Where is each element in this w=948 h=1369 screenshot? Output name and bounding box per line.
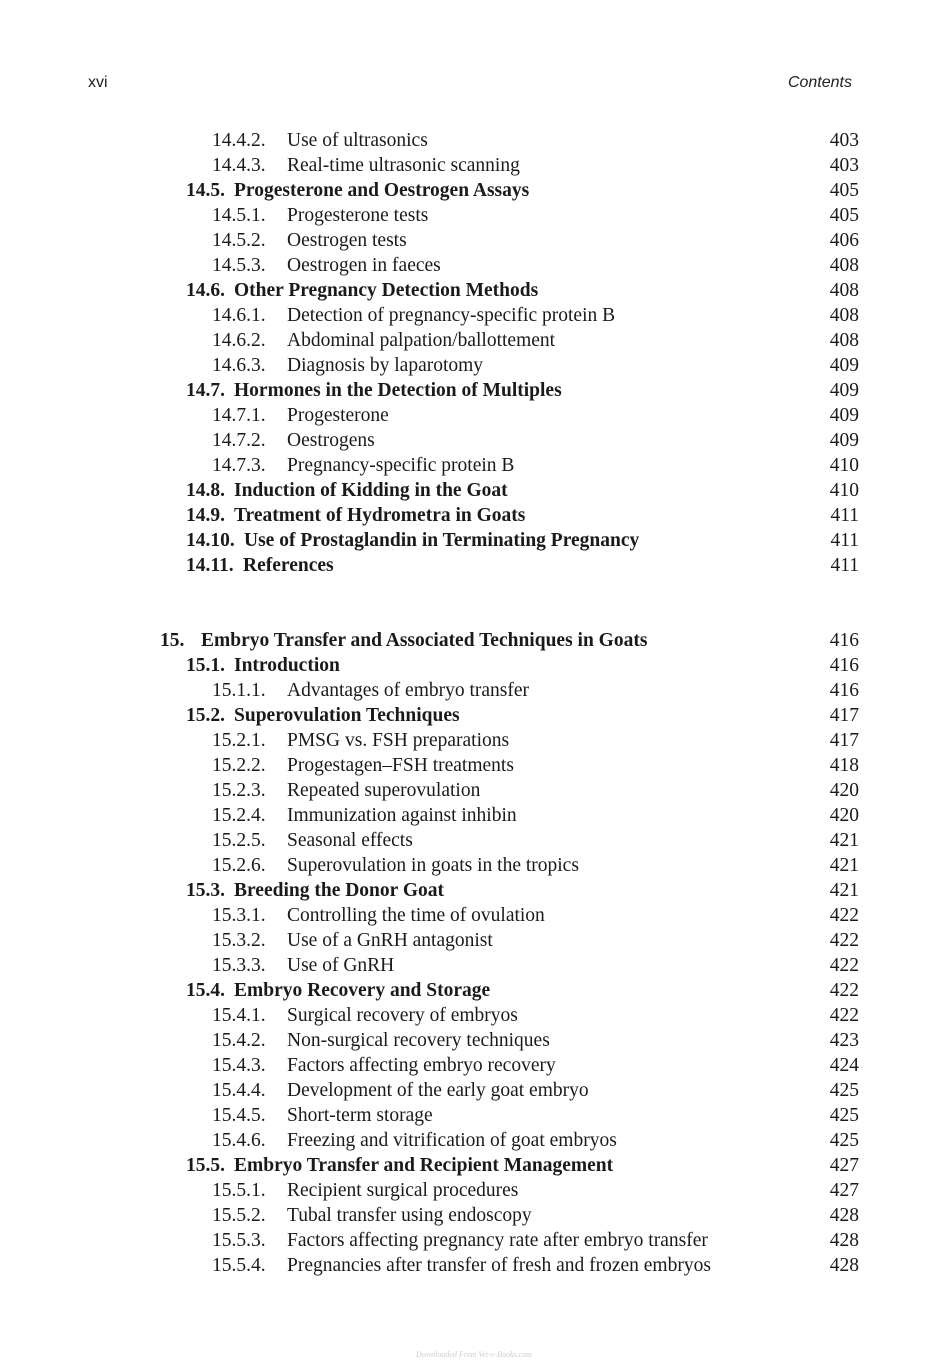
entry-number: 14.4.2.: [212, 130, 266, 151]
entry-number: 14.8.: [186, 480, 225, 501]
toc-subsection-entry[interactable]: [0, 1178, 948, 1203]
entry-number: 15.5.2.: [212, 1205, 266, 1226]
entry-number: 14.7.3.: [212, 455, 266, 476]
entry-number: 14.9.: [186, 505, 225, 526]
toc-subsection-entry[interactable]: [0, 128, 948, 153]
entry-number: 14.7.1.: [212, 405, 266, 426]
toc-subsection-entry[interactable]: [0, 853, 948, 878]
entry-page-number: 408: [829, 280, 859, 301]
entry-page-number: 421: [829, 880, 859, 901]
entry-page-number: 406: [829, 230, 859, 251]
toc-section-entry[interactable]: [0, 978, 948, 1003]
toc-subsection-entry[interactable]: [0, 753, 948, 778]
entry-title: PMSG vs. FSH preparations: [287, 730, 510, 751]
toc-subsection-entry[interactable]: [0, 1028, 948, 1053]
toc-subsection-entry[interactable]: [0, 1203, 948, 1228]
toc-subsection-entry[interactable]: [0, 1253, 948, 1278]
toc-subsection-entry[interactable]: [0, 153, 948, 178]
entry-page-number: 427: [829, 1155, 859, 1176]
entry-title: Factors affecting embryo recovery: [287, 1055, 556, 1076]
toc-section-entry[interactable]: [0, 178, 948, 203]
entry-number: 15.4.2.: [212, 1030, 266, 1051]
toc-section-entry[interactable]: [0, 878, 948, 903]
entry-number: 15.5.4.: [212, 1255, 266, 1276]
entry-page-number: 416: [829, 655, 859, 676]
toc-subsection-entry[interactable]: [0, 903, 948, 928]
entry-number: 15.4.6.: [212, 1130, 266, 1151]
toc-subsection-entry[interactable]: [0, 778, 948, 803]
entry-page-number: 425: [829, 1130, 859, 1151]
toc-subsection-entry[interactable]: [0, 253, 948, 278]
toc-subsection-entry[interactable]: [0, 228, 948, 253]
entry-page-number: 416: [829, 680, 859, 701]
entry-title: Controlling the time of ovulation: [287, 905, 545, 926]
toc-section-entry[interactable]: [0, 503, 948, 528]
entry-title: Progesterone and Oestrogen Assays: [234, 180, 530, 201]
toc-subsection-entry[interactable]: [0, 1228, 948, 1253]
entry-page-number: 423: [829, 1030, 859, 1051]
entry-page-number: 420: [829, 805, 859, 826]
entry-title: Real-time ultrasonic scanning: [287, 155, 520, 176]
entry-title: Repeated superovulation: [287, 780, 481, 801]
entry-number: 15.3.: [186, 880, 225, 901]
entry-page-number: 420: [829, 780, 859, 801]
entry-page-number: 422: [829, 955, 859, 976]
entry-number: 15.2.5.: [212, 830, 266, 851]
entry-number: 14.6.3.: [212, 355, 266, 376]
toc-subsection-entry[interactable]: [0, 803, 948, 828]
entry-title: Abdominal palpation/ballottement: [287, 330, 556, 351]
footer-watermark: Downloaded From Vet-e-Books.com: [416, 1350, 532, 1359]
entry-number: 15.5.: [186, 1155, 225, 1176]
entry-title: Use of a GnRH antagonist: [287, 930, 493, 951]
toc-subsection-entry[interactable]: [0, 953, 948, 978]
entry-page-number: 405: [829, 180, 859, 201]
entry-page-number: 425: [829, 1080, 859, 1101]
toc-subsection-entry[interactable]: [0, 203, 948, 228]
entry-title: Oestrogen tests: [287, 230, 407, 251]
entry-number: 14.6.: [186, 280, 225, 301]
running-title: Contents: [787, 74, 852, 91]
toc-subsection-entry[interactable]: [0, 678, 948, 703]
entry-number: 15.2.2.: [212, 755, 266, 776]
entry-title: Pregnancy-specific protein B: [287, 455, 515, 476]
entry-page-number: 421: [829, 855, 859, 876]
entry-number: 15.4.: [186, 980, 225, 1001]
entry-number: 15.2.6.: [212, 855, 266, 876]
toc-chapter-entry[interactable]: [0, 628, 948, 653]
entry-title: Pregnancies after transfer of fresh and frozen embryos: [287, 1255, 711, 1276]
entry-page-number: 416: [829, 630, 859, 651]
entry-title: Short-term storage: [287, 1105, 433, 1126]
entry-page-number: 421: [829, 830, 859, 851]
entry-page-number: 418: [829, 755, 859, 776]
toc-subsection-entry[interactable]: [0, 728, 948, 753]
toc-section-entry[interactable]: [0, 278, 948, 303]
entry-page-number: 403: [829, 155, 859, 176]
entry-page-number: 428: [829, 1230, 859, 1251]
entry-page-number: 422: [829, 930, 859, 951]
entry-page-number: 409: [829, 430, 859, 451]
entry-page-number: 408: [829, 255, 859, 276]
entry-title: Progesterone tests: [287, 205, 429, 226]
entry-title: Seasonal effects: [287, 830, 413, 851]
entry-title: Use of GnRH: [287, 955, 395, 976]
toc-subsection-entry[interactable]: [0, 1103, 948, 1128]
entry-number: 15.2.1.: [212, 730, 266, 751]
entry-number: 14.5.2.: [212, 230, 266, 251]
entry-page-number: 411: [830, 505, 859, 526]
entry-page-number: 428: [829, 1255, 859, 1276]
entry-number: 15.2.: [186, 705, 225, 726]
toc-subsection-entry[interactable]: [0, 403, 948, 428]
entry-title: Superovulation Techniques: [234, 705, 460, 726]
entry-number: 14.5.3.: [212, 255, 266, 276]
entry-title: Use of ultrasonics: [287, 130, 428, 151]
entry-page-number: 411: [830, 555, 859, 576]
entry-page-number: 428: [829, 1205, 859, 1226]
entry-number: 15.4.1.: [212, 1005, 266, 1026]
entry-number: 14.7.2.: [212, 430, 266, 451]
entry-title: Oestrogens: [287, 430, 375, 451]
entry-page-number: 409: [829, 380, 859, 401]
entry-title: Embryo Transfer and Associated Techniques in Goats: [201, 630, 648, 651]
entry-page-number: 409: [829, 355, 859, 376]
entry-page-number: 417: [829, 705, 859, 726]
entry-number: 14.10.: [186, 530, 235, 551]
entry-title: Progesterone: [287, 405, 389, 426]
toc-section-entry[interactable]: [0, 703, 948, 728]
entry-title: Use of Prostaglandin in Terminating Pregnancy: [244, 530, 640, 551]
toc-subsection-entry[interactable]: [0, 928, 948, 953]
entry-page-number: 424: [829, 1055, 859, 1076]
entry-number: 14.11.: [186, 555, 234, 576]
entry-number: 15.5.3.: [212, 1230, 266, 1251]
entry-number: 14.5.1.: [212, 205, 266, 226]
entry-page-number: 409: [829, 405, 859, 426]
entry-number: 14.6.2.: [212, 330, 266, 351]
entry-page-number: 408: [829, 305, 859, 326]
toc-subsection-entry[interactable]: [0, 828, 948, 853]
entry-title: Treatment of Hydrometra in Goats: [234, 505, 526, 526]
entry-number: 15.4.5.: [212, 1105, 266, 1126]
toc-section-entry[interactable]: [0, 378, 948, 403]
entry-title: Immunization against inhibin: [287, 805, 517, 826]
entry-number: 15.1.1.: [212, 680, 266, 701]
toc-subsection-entry[interactable]: [0, 353, 948, 378]
entry-title: Recipient surgical procedures: [287, 1180, 519, 1201]
entry-title: Detection of pregnancy-specific protein B: [287, 305, 616, 326]
toc-subsection-entry[interactable]: [0, 1128, 948, 1153]
entry-page-number: 422: [829, 905, 859, 926]
entry-number: 15.2.3.: [212, 780, 266, 801]
entry-title: Tubal transfer using endoscopy: [287, 1205, 532, 1226]
entry-page-number: 408: [829, 330, 859, 351]
entry-page-number: 422: [829, 980, 859, 1001]
entry-title: Progestagen–FSH treatments: [287, 755, 514, 776]
entry-title: Surgical recovery of embryos: [287, 1005, 518, 1026]
entry-title: Diagnosis by laparotomy: [287, 355, 484, 376]
entry-title: Breeding the Donor Goat: [234, 880, 444, 901]
entry-number: 14.5.: [186, 180, 225, 201]
entry-page-number: 417: [829, 730, 859, 751]
toc-subsection-entry[interactable]: [0, 1078, 948, 1103]
entry-page-number: 410: [829, 455, 859, 476]
entry-page-number: 410: [829, 480, 859, 501]
entry-title: Hormones in the Detection of Multiples: [234, 380, 562, 401]
entry-page-number: 411: [830, 530, 859, 551]
toc-section-entry[interactable]: [0, 1153, 948, 1178]
toc-section-entry[interactable]: [0, 653, 948, 678]
entry-title: References: [243, 555, 334, 576]
entry-title: Freezing and vitrification of goat embryos: [287, 1130, 617, 1151]
entry-page-number: 403: [829, 130, 859, 151]
toc-section-entry[interactable]: [0, 553, 948, 578]
entry-number: 15.4.3.: [212, 1055, 266, 1076]
entry-title: Embryo Recovery and Storage: [234, 980, 491, 1001]
entry-page-number: 405: [829, 205, 859, 226]
toc-section-entry[interactable]: [0, 528, 948, 553]
entry-title: Development of the early goat embryo: [287, 1080, 589, 1101]
entry-number: 14.6.1.: [212, 305, 266, 326]
toc-subsection-entry[interactable]: [0, 328, 948, 353]
toc-subsection-entry[interactable]: [0, 428, 948, 453]
toc-section-entry[interactable]: [0, 478, 948, 503]
entry-number: 15.3.3.: [212, 955, 266, 976]
toc-subsection-entry[interactable]: [0, 453, 948, 478]
entry-number: 14.7.: [186, 380, 225, 401]
entry-number: 15.1.: [186, 655, 225, 676]
entry-number: 15.5.1.: [212, 1180, 266, 1201]
entry-number: 15.3.1.: [212, 905, 266, 926]
entry-number: 14.4.3.: [212, 155, 266, 176]
entry-title: Non-surgical recovery techniques: [287, 1030, 550, 1051]
page-number: xvi: [88, 74, 108, 91]
entry-title: Superovulation in goats in the tropics: [287, 855, 579, 876]
entry-number: 15.2.4.: [212, 805, 266, 826]
entry-title: Embryo Transfer and Recipient Management: [234, 1155, 614, 1176]
entry-page-number: 427: [829, 1180, 859, 1201]
entry-page-number: 422: [829, 1005, 859, 1026]
entry-number: 15.4.4.: [212, 1080, 266, 1101]
entry-number: 15.3.2.: [212, 930, 266, 951]
entry-title: Factors affecting pregnancy rate after embryo transfer: [287, 1230, 708, 1251]
entry-number: 15.: [160, 630, 185, 651]
entry-page-number: 425: [829, 1105, 859, 1126]
toc-subsection-entry[interactable]: [0, 303, 948, 328]
entry-title: Introduction: [234, 655, 340, 676]
entry-title: Induction of Kidding in the Goat: [234, 480, 508, 501]
toc-subsection-entry[interactable]: [0, 1053, 948, 1078]
toc-subsection-entry[interactable]: [0, 1003, 948, 1028]
entry-title: Oestrogen in faeces: [287, 255, 441, 276]
entry-title: Advantages of embryo transfer: [287, 680, 530, 701]
entry-title: Other Pregnancy Detection Methods: [234, 280, 539, 301]
